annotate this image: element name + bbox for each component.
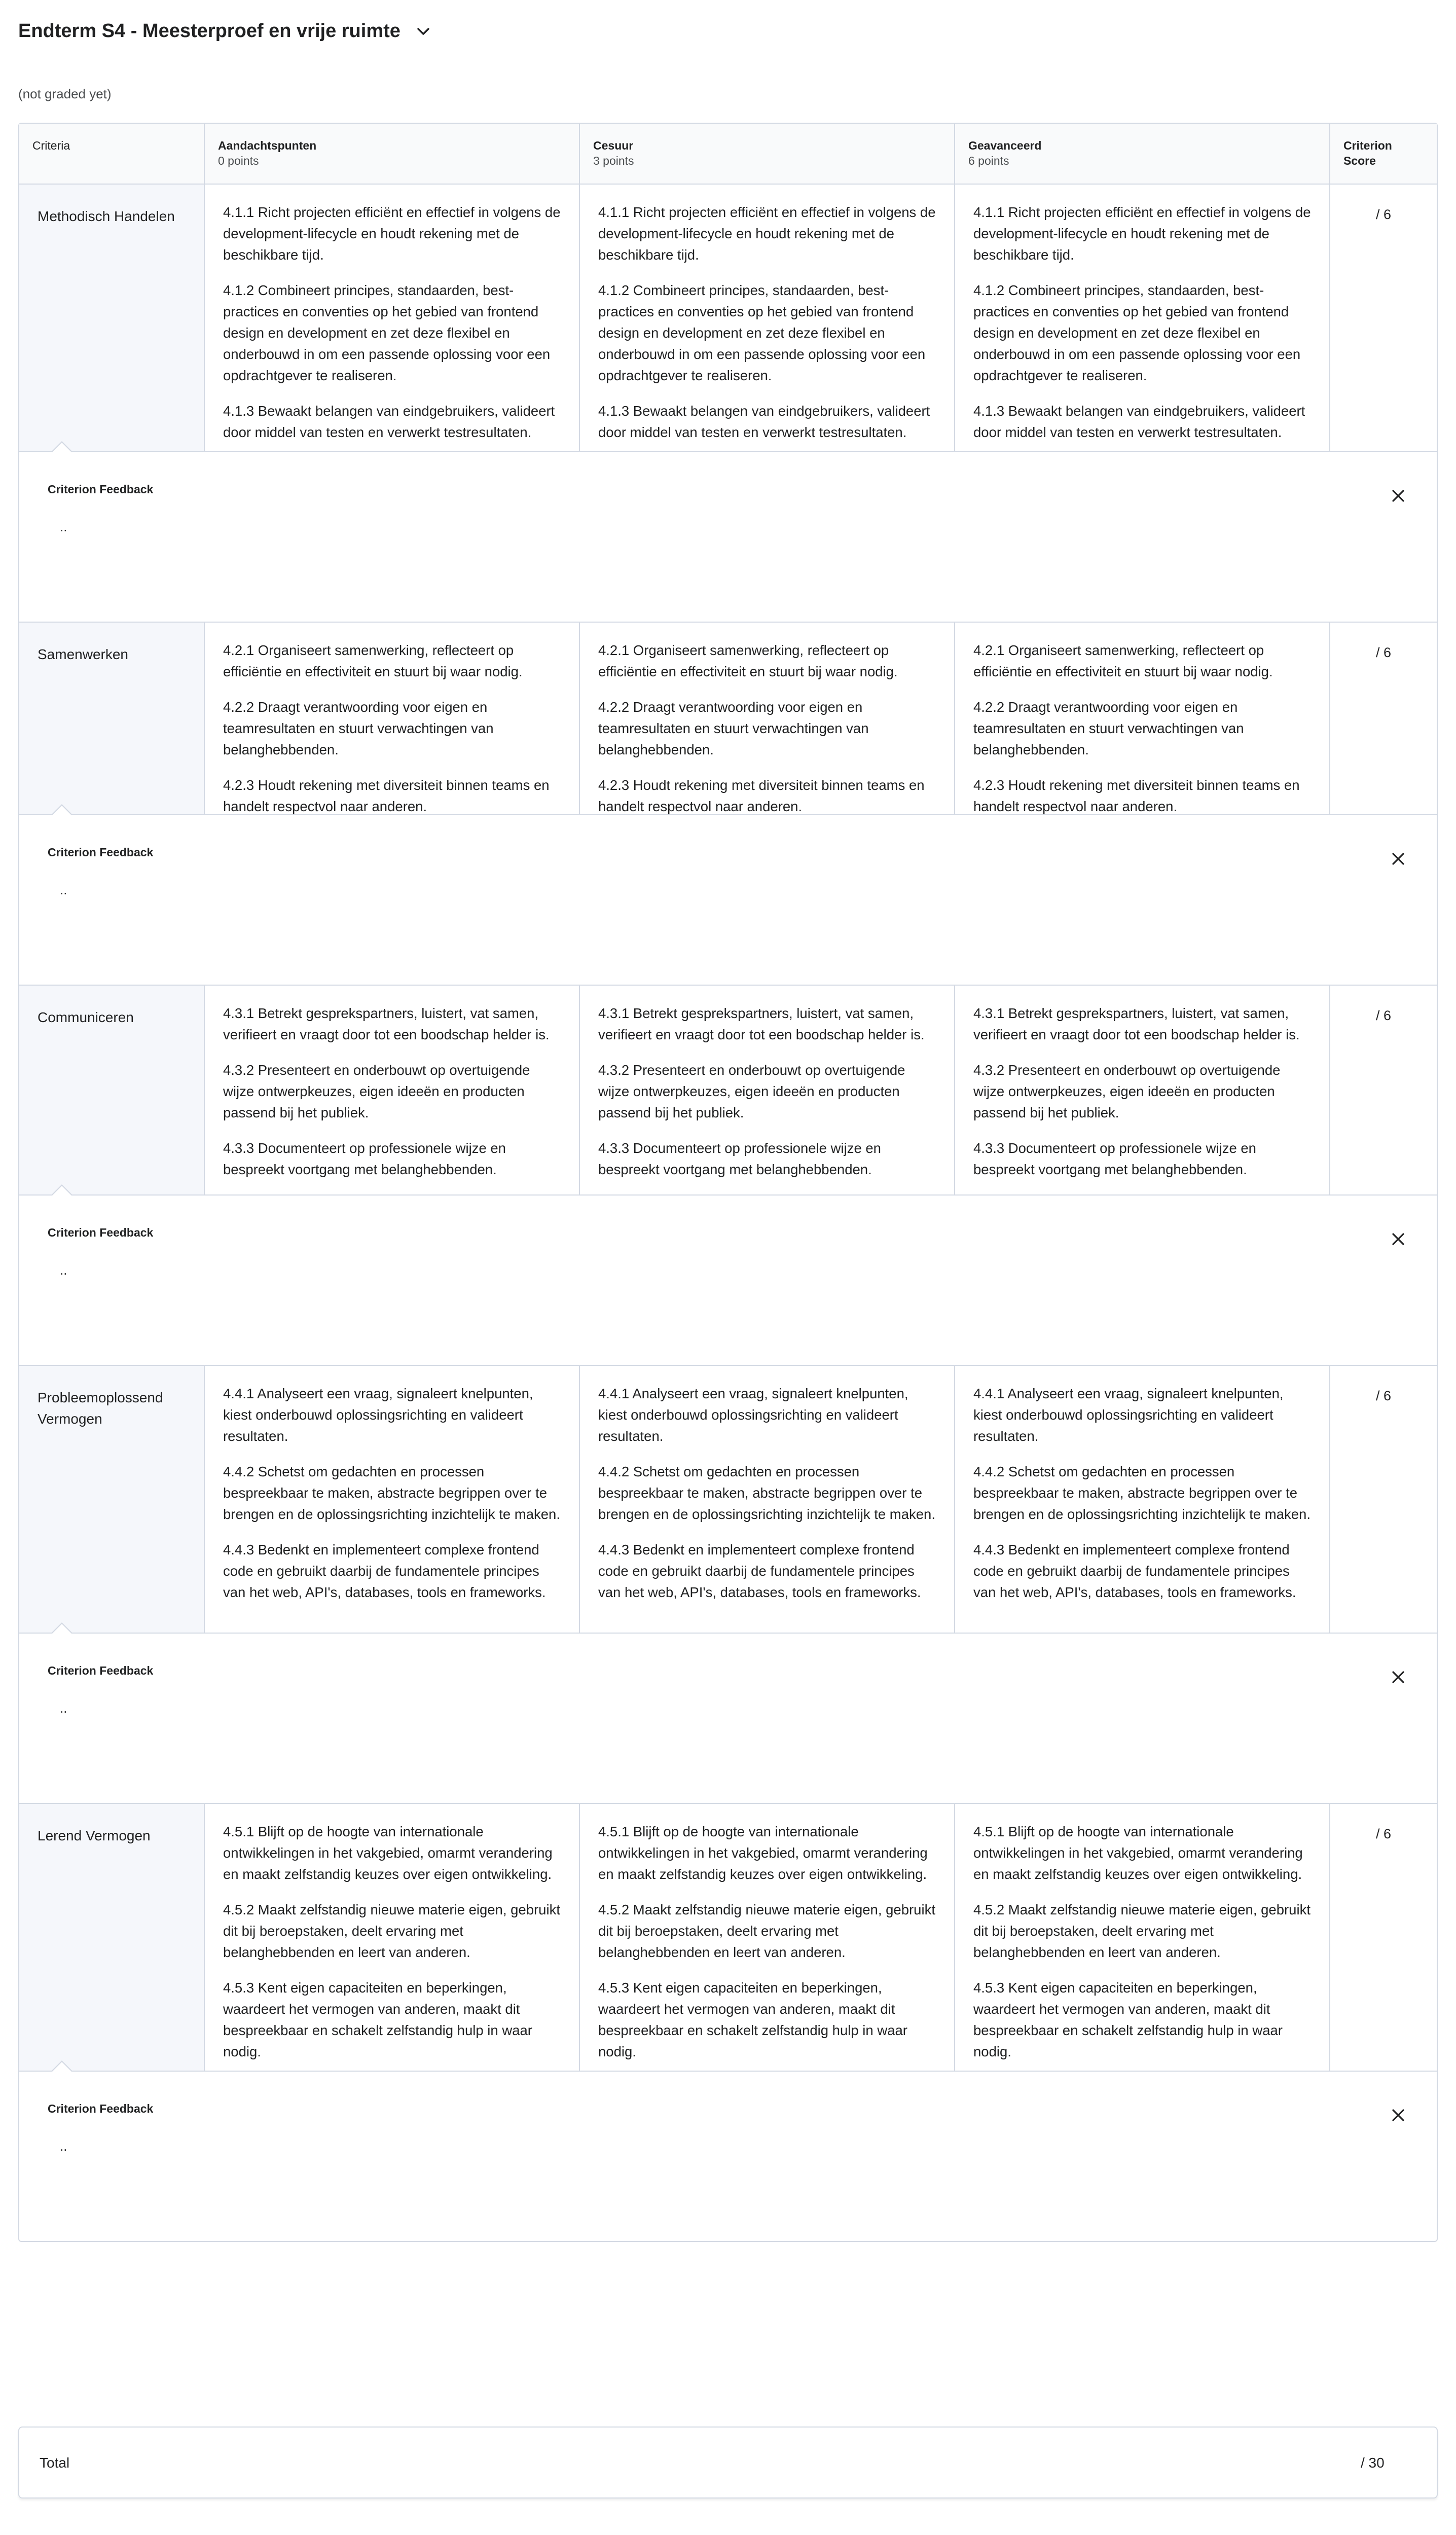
criterion-row — [19, 623, 1437, 815]
level-cell[interactable] — [580, 1366, 955, 1633]
criterion-feedback-text: .. — [60, 519, 67, 534]
grade-status: (not graded yet) — [18, 86, 112, 101]
criterion-feedback-label: Criterion Feedback — [48, 2102, 154, 2115]
level-cell[interactable] — [955, 1804, 1330, 2071]
criterion-description: 4.4.3 Bedenkt en implementeert complexe frontend code en gebruikt daarbij de fundamentele principes van het web, API's, databases, tools en frameworks. — [598, 1542, 921, 1600]
criterion-name-label: Samenwerken — [38, 646, 128, 662]
criterion-feedback-text: .. — [60, 1262, 67, 1278]
close-icon[interactable] — [1389, 2106, 1407, 2124]
criterion-description: 4.3.1 Betrekt gesprekspartners, luistert, vat samen, verifieert en vraagt door tot een boodschap helder is. — [973, 1005, 1300, 1042]
level-cell[interactable] — [580, 185, 955, 451]
column-header-level — [205, 124, 580, 184]
column-header-level — [580, 124, 955, 184]
level-points: 3 points — [593, 154, 634, 167]
criterion-feedback-label: Criterion Feedback — [48, 846, 154, 859]
feedback-pointer — [51, 1622, 73, 1634]
criterion-description: 4.4.3 Bedenkt en implementeert complexe frontend code en gebruikt daarbij de fundamentele principes van het web, API's, databases, tools en frameworks. — [973, 1542, 1296, 1600]
criterion-description: 4.3.1 Betrekt gesprekspartners, luistert, vat samen, verifieert en vraagt door tot een boodschap helder is. — [598, 1005, 925, 1042]
close-icon[interactable] — [1389, 1668, 1407, 1686]
criterion-description: 4.1.3 Bewaakt belangen van eindgebruikers, valideert door middel van testen en verwerkt testresultaten. — [223, 403, 555, 440]
level-cell[interactable] — [205, 1804, 580, 2071]
criterion-description: 4.2.2 Draagt verantwoording voor eigen en teamresultaten en stuurt verwachtingen van belanghebbenden. — [223, 699, 494, 757]
criterion-description: 4.1.2 Combineert principes, standaarden, best-practices en conventies op het gebied van frontend design en development en zet deze flexibel en onderbouwd in om een passende oplossing voor een opdrachtgever te realiseren. — [973, 282, 1301, 383]
criterion-description: 4.1.3 Bewaakt belangen van eindgebruikers, valideert door middel van testen en verwerkt testresultaten. — [598, 403, 930, 440]
column-label: Criteria — [32, 139, 70, 152]
criterion-description: 4.3.3 Documenteert op professionele wijze en bespreekt voortgang met belanghebbenden. — [223, 1140, 506, 1177]
total-label: Total — [40, 2455, 70, 2471]
criterion-feedback-text: .. — [60, 1700, 67, 1716]
criterion-description: 4.1.1 Richt projecten efficiënt en effectief in volgens de development-lifecycle en houdt rekening met de beschikbare tijd. — [598, 204, 936, 263]
page-title: Endterm S4 - Meesterproef en vrije ruimte — [18, 20, 401, 42]
criterion-feedback-row — [19, 2072, 1437, 2241]
criterion-description: 4.4.2 Schetst om gedachten en processen bespreekbaar te maken, abstracte begrippen over te brengen en de oplossingsrichting inzichtelijk te maken. — [223, 1464, 560, 1522]
level-points: 0 points — [218, 154, 259, 167]
criterion-name-label: Communiceren — [38, 1009, 134, 1025]
column-header-level — [955, 124, 1330, 184]
criterion-description: 4.3.2 Presenteert en onderbouwt op overtuigende wijze ontwerpkeuzes, eigen ideeën en producten passend bij het publiek. — [598, 1062, 905, 1120]
criterion-description: 4.5.2 Maakt zelfstandig nieuwe materie eigen, gebruikt dit bij beroepstaken, deelt ervaring met belanghebbenden en leert van anderen. — [973, 1902, 1311, 1960]
feedback-pointer — [51, 804, 73, 815]
criterion-description: 4.3.3 Documenteert op professionele wijze en bespreekt voortgang met belanghebbenden. — [973, 1140, 1256, 1177]
total-score: / 30 — [1361, 2455, 1385, 2471]
criterion-description: 4.5.1 Blijft op de hoogte van internationale ontwikkelingen in het vakgebied, omarmt verandering en maakt zelfstandig keuzes over eigen ontwikkeling. — [598, 1824, 928, 1882]
level-name: Cesuur — [593, 139, 634, 152]
criterion-description: 4.2.1 Organiseert samenwerking, reflecteert op efficiëntie en effectiviteit en stuurt bij waar nodig. — [973, 642, 1273, 679]
criterion-feedback-label: Criterion Feedback — [48, 1226, 154, 1239]
criterion-description: 4.4.2 Schetst om gedachten en processen bespreekbaar te maken, abstracte begrippen over te brengen en de oplossingsrichting inzichtelijk te maken. — [973, 1464, 1311, 1522]
level-cell[interactable] — [580, 623, 955, 814]
feedback-pointer — [51, 441, 73, 452]
close-icon[interactable] — [1389, 487, 1407, 505]
criterion-name-label: Lerend Vermogen — [38, 1828, 151, 1843]
level-name: Geavanceerd — [968, 139, 1042, 152]
level-cell[interactable] — [580, 986, 955, 1194]
criterion-description: 4.1.3 Bewaakt belangen van eindgebruikers, valideert door middel van testen en verwerkt testresultaten. — [973, 403, 1305, 440]
criterion-name — [19, 1366, 205, 1633]
level-cell[interactable] — [955, 185, 1330, 451]
criterion-description: 4.4.2 Schetst om gedachten en processen bespreekbaar te maken, abstracte begrippen over te brengen en de oplossingsrichting inzichtelijk te maken. — [598, 1464, 935, 1522]
level-cell[interactable] — [205, 1366, 580, 1633]
criterion-name — [19, 185, 205, 451]
criterion-feedback-label: Criterion Feedback — [48, 1664, 154, 1677]
criterion-score[interactable]: / 6 — [1375, 1008, 1392, 1023]
criterion-description: 4.1.2 Combineert principes, standaarden, best-practices en conventies op het gebied van frontend design en development en zet deze flexibel en onderbouwd in om een passende oplossing voor een opdrachtgever te realiseren. — [598, 282, 926, 383]
level-cell[interactable] — [955, 623, 1330, 814]
feedback-pointer — [51, 1184, 73, 1196]
criterion-description: 4.4.3 Bedenkt en implementeert complexe frontend code en gebruikt daarbij de fundamentele principes van het web, API's, databases, tools en frameworks. — [223, 1542, 546, 1600]
criterion-row — [19, 1804, 1437, 2072]
criterion-name-label: Methodisch Handelen — [38, 208, 175, 224]
column-label: Criterion Score — [1343, 139, 1392, 167]
criterion-description: 4.5.1 Blijft op de hoogte van internationale ontwikkelingen in het vakgebied, omarmt verandering en maakt zelfstandig keuzes over eigen ontwikkeling. — [223, 1824, 553, 1882]
level-cell[interactable] — [205, 185, 580, 451]
criterion-feedback-row — [19, 815, 1437, 986]
criterion-description: 4.3.3 Documenteert op professionele wijze en bespreekt voortgang met belanghebbenden. — [598, 1140, 881, 1177]
criterion-description: 4.5.3 Kent eigen capaciteiten en beperkingen, waardeert het vermogen van anderen, maakt dit bespreekbaar en schakelt zelfstandig hulp in waar nodig. — [223, 1980, 532, 2059]
criterion-description: 4.1.2 Combineert principes, standaarden, best-practices en conventies op het gebied van frontend design en development en zet deze flexibel en onderbouwd in om een passende oplossing voor een opdrachtgever te realiseren. — [223, 282, 551, 383]
criterion-description: 4.2.3 Houdt rekening met diversiteit binnen teams en handelt respectvol naar anderen. — [598, 777, 925, 814]
page-header — [18, 20, 431, 42]
rubric-header-row — [19, 124, 1437, 185]
criterion-description: 4.4.1 Analyseert een vraag, signaleert knelpunten, kiest onderbouwd oplossingsrichting en valideert resultaten. — [973, 1386, 1284, 1444]
criterion-name-label: Probleemoplossend Vermogen — [38, 1390, 163, 1427]
criterion-description: 4.5.3 Kent eigen capaciteiten en beperkingen, waardeert het vermogen van anderen, maakt dit bespreekbaar en schakelt zelfstandig hulp in waar nodig. — [973, 1980, 1283, 2059]
criterion-description: 4.1.1 Richt projecten efficiënt en effectief in volgens de development-lifecycle en houdt rekening met de beschikbare tijd. — [223, 204, 561, 263]
criterion-score[interactable]: / 6 — [1375, 1826, 1392, 1841]
level-cell[interactable] — [580, 1804, 955, 2071]
criterion-description: 4.4.1 Analyseert een vraag, signaleert knelpunten, kiest onderbouwd oplossingsrichting en valideert resultaten. — [223, 1386, 533, 1444]
criterion-row — [19, 1366, 1437, 1634]
criterion-name — [19, 623, 205, 814]
criterion-row — [19, 185, 1437, 452]
criterion-description: 4.5.1 Blijft op de hoogte van internationale ontwikkelingen in het vakgebied, omarmt verandering en maakt zelfstandig keuzes over eigen ontwikkeling. — [973, 1824, 1303, 1882]
criterion-row — [19, 986, 1437, 1196]
criterion-description: 4.2.2 Draagt verantwoording voor eigen en teamresultaten en stuurt verwachtingen van belanghebbenden. — [973, 699, 1244, 757]
criterion-description: 4.2.3 Houdt rekening met diversiteit binnen teams en handelt respectvol naar anderen. — [223, 777, 550, 814]
criterion-score[interactable]: / 6 — [1375, 645, 1392, 660]
chevron-down-icon[interactable] — [416, 24, 431, 39]
level-points: 6 points — [968, 154, 1009, 167]
feedback-pointer — [51, 2060, 73, 2072]
criterion-score[interactable]: / 6 — [1375, 207, 1392, 222]
close-icon[interactable] — [1389, 850, 1407, 868]
criterion-feedback-row — [19, 1196, 1437, 1366]
level-cell[interactable] — [955, 986, 1330, 1194]
criterion-description: 4.3.2 Presenteert en onderbouwt op overtuigende wijze ontwerpkeuzes, eigen ideeën en producten passend bij het publiek. — [973, 1062, 1281, 1120]
criterion-description: 4.4.1 Analyseert een vraag, signaleert knelpunten, kiest onderbouwd oplossingsrichting en valideert resultaten. — [598, 1386, 908, 1444]
criterion-name — [19, 1804, 205, 2071]
criterion-description: 4.2.3 Houdt rekening met diversiteit binnen teams en handelt respectvol naar anderen. — [973, 777, 1300, 814]
level-name: Aandachtspunten — [218, 139, 317, 152]
criterion-feedback-text: .. — [60, 882, 67, 897]
level-cell[interactable] — [205, 623, 580, 814]
criterion-description: 4.3.2 Presenteert en onderbouwt op overtuigende wijze ontwerpkeuzes, eigen ideeën en producten passend bij het publiek. — [223, 1062, 530, 1120]
level-cell[interactable] — [955, 1366, 1330, 1633]
criterion-description: 4.2.1 Organiseert samenwerking, reflecteert op efficiëntie en effectiviteit en stuurt bij waar nodig. — [598, 642, 898, 679]
criterion-description: 4.5.2 Maakt zelfstandig nieuwe materie eigen, gebruikt dit bij beroepstaken, deelt ervaring met belanghebbenden en leert van anderen. — [598, 1902, 935, 1960]
criterion-feedback-row — [19, 452, 1437, 623]
criterion-feedback-row — [19, 1634, 1437, 1804]
close-icon[interactable] — [1389, 1230, 1407, 1248]
criterion-feedback-text: .. — [60, 2139, 67, 2154]
criterion-description: 4.1.1 Richt projecten efficiënt en effectief in volgens de development-lifecycle en houdt rekening met de beschikbare tijd. — [973, 204, 1311, 263]
total-row — [18, 2427, 1438, 2498]
criterion-score[interactable]: / 6 — [1375, 1388, 1392, 1403]
column-header-score — [1330, 124, 1437, 184]
criterion-description: 4.2.1 Organiseert samenwerking, reflecteert op efficiëntie en effectiviteit en stuurt bij waar nodig. — [223, 642, 523, 679]
criterion-feedback-label: Criterion Feedback — [48, 483, 154, 496]
level-cell[interactable] — [205, 986, 580, 1194]
criterion-description: 4.5.2 Maakt zelfstandig nieuwe materie eigen, gebruikt dit bij beroepstaken, deelt ervaring met belanghebbenden en leert van anderen. — [223, 1902, 560, 1960]
criterion-name — [19, 986, 205, 1194]
rubric-table — [18, 123, 1438, 2242]
criterion-description: 4.5.3 Kent eigen capaciteiten en beperkingen, waardeert het vermogen van anderen, maakt dit bespreekbaar en schakelt zelfstandig hulp in waar nodig. — [598, 1980, 907, 2059]
criterion-description: 4.2.2 Draagt verantwoording voor eigen en teamresultaten en stuurt verwachtingen van belanghebbenden. — [598, 699, 869, 757]
criterion-description: 4.3.1 Betrekt gesprekspartners, luistert, vat samen, verifieert en vraagt door tot een boodschap helder is. — [223, 1005, 550, 1042]
column-header-criteria — [19, 124, 205, 184]
